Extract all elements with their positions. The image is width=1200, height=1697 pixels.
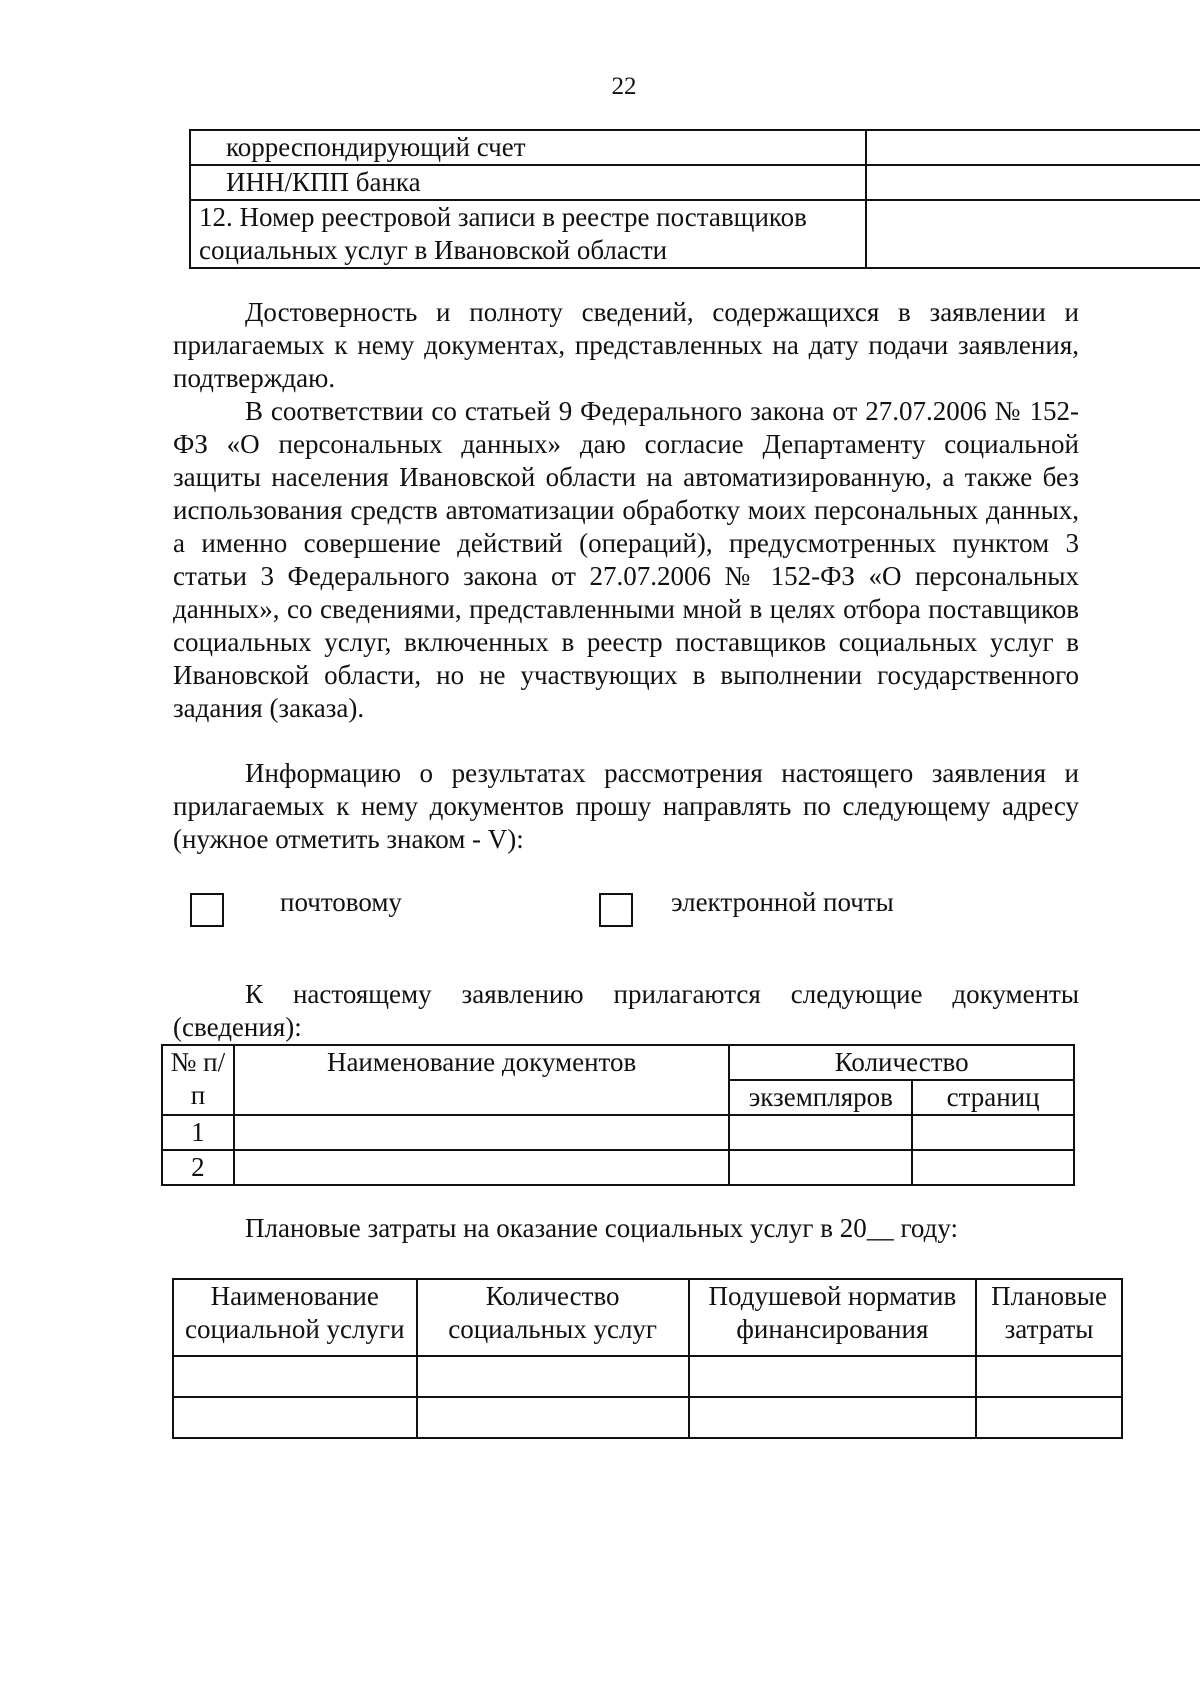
table-header-row [173,1279,1122,1356]
row-num: 2 [162,1150,234,1185]
paragraph-text: К настоящему заявлению прилагаются следующие документы (сведения): [173,979,1079,1042]
paragraph-text: Достоверность и полноту сведений, содержащихся в заявлении и прилагаемых к нему документах, представленных на дату подачи заявления, подтверждаю. [173,297,1079,393]
email-checkbox[interactable] [599,893,633,927]
bank-details-table [189,129,1200,269]
planned-costs-cell[interactable] [976,1356,1122,1397]
doc-name-cell[interactable] [234,1115,730,1150]
post-checkbox-label: почтовому [280,887,402,917]
per-capita-norm-cell[interactable] [689,1397,976,1438]
row-num: 1 [162,1115,234,1150]
paragraph-text: Информацию о результатах рассмотрения настоящего заявления и прилагаемых к нему документов прошу направлять по следующему адресу (нужное отметить знаком - V): [173,758,1079,854]
planned-costs-table [172,1278,1123,1439]
header-service-count: Количество социальных услуг [417,1279,689,1356]
copies-cell[interactable] [729,1115,912,1150]
per-capita-norm-cell[interactable] [689,1356,976,1397]
table-row [190,200,1200,268]
header-num: № п/п [162,1045,234,1115]
table-row [173,1397,1122,1438]
header-doc-name: Наименование документов [234,1045,730,1115]
email-checkbox-label: электронной почты [671,887,894,917]
paragraph-consent [173,395,1079,725]
table-row [190,165,1200,200]
header-service-name: Наименование социальной услуги [173,1279,417,1356]
header-pages: страниц [912,1080,1074,1115]
bank-row-label: ИНН/КПП банка [190,165,866,200]
bank-row-value[interactable] [866,165,1200,200]
service-name-cell[interactable] [173,1397,417,1438]
post-checkbox[interactable] [190,893,224,927]
header-quantity: Количество [729,1045,1074,1080]
pages-cell[interactable] [912,1150,1074,1185]
planned-costs-heading: Плановые затраты на оказание социальных услуг в 20__ году: [245,1213,959,1243]
table-row [190,130,1200,165]
paragraph-confirmation [173,296,1079,395]
paragraph-text: В соответствии со статьей 9 Федерального закона от 27.07.2006 № 152-ФЗ «О персональных данных» даю согласие Департаменту социальной защиты населения Ивановской области на автоматизированную, а также без использования средств автоматизации обработку моих персональных данных, а именно совершение действий (операций), предусмотренных пунктом 3 статьи 3 Федерального закона от 27.07.2006 № 152-ФЗ «О персональных данных», со сведениями, представленными мной в целях отбора поставщиков социальных услуг, включенных в реестр поставщиков социальных услуг в Ивановской области, но не участвующих в выполнении государственного задания (заказа). [173,396,1079,723]
paragraph-delivery [173,757,1079,856]
service-count-cell[interactable] [417,1397,689,1438]
table-header-row [162,1045,1074,1080]
table-row [162,1115,1074,1150]
documents-table [161,1044,1075,1186]
copies-cell[interactable] [729,1150,912,1185]
bank-row-label: 12. Номер реестровой записи в реестре поставщиков социальных услуг в Ивановской области [190,200,866,268]
bank-row-value[interactable] [866,130,1200,165]
paragraph-attachments [173,978,1079,1044]
pages-cell[interactable] [912,1115,1074,1150]
bank-row-value[interactable] [866,200,1200,268]
table-row [173,1356,1122,1397]
header-per-capita-norm: Подушевой норматив финансирования [689,1279,976,1356]
doc-name-cell[interactable] [234,1150,730,1185]
service-name-cell[interactable] [173,1356,417,1397]
bank-row-label: корреспондирующий счет [190,130,866,165]
planned-costs-cell[interactable] [976,1397,1122,1438]
page-number: 22 [611,73,637,100]
header-copies: экземпляров [729,1080,912,1115]
service-count-cell[interactable] [417,1356,689,1397]
table-row [162,1150,1074,1185]
header-planned-costs: Плановые затраты [976,1279,1122,1356]
